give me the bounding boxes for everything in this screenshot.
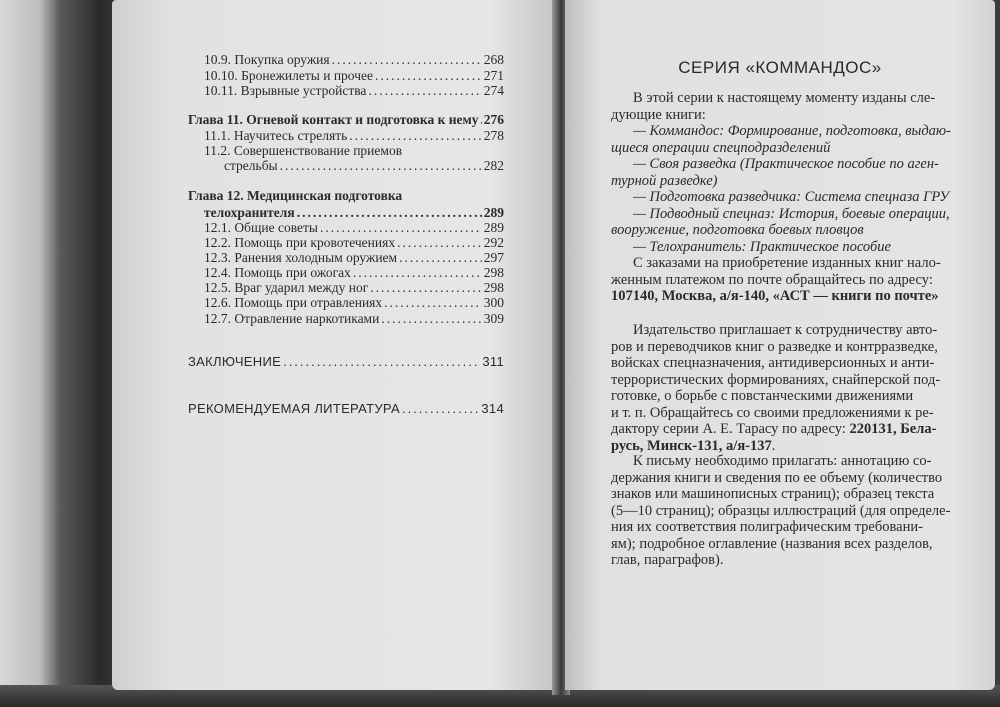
toc-entry — [204, 83, 504, 99]
book-title-line: — Подводный спецназ: История, боевые операции, — [633, 205, 950, 222]
toc-label: 10.9. Покупка оружия — [204, 52, 330, 67]
toc-label: 12.5. Враг ударил между ног — [204, 280, 369, 295]
toc-leader — [397, 235, 482, 251]
book-title-line: — Своя разведка (Практическое пособие по аген- — [633, 156, 939, 172]
toc-page: 309 — [483, 311, 504, 326]
toc-label: 10.10. Бронежилеты и прочее — [204, 68, 373, 83]
invite-line: ров и переводчиков книг о разведке и контрразведке, — [611, 338, 938, 355]
toc-chapter — [188, 112, 504, 128]
invite-line: Издательство приглашает к сотрудничеству авто- — [633, 322, 938, 338]
toc-entry — [204, 52, 504, 68]
attach-line: ям); подробное оглавление (названия всех разделов, — [611, 535, 933, 552]
attach-line: держания книги и сведения по ее объему (количество — [611, 469, 943, 486]
toc-entry — [204, 235, 504, 251]
toc-leader — [384, 295, 482, 311]
book-list-block — [611, 90, 951, 305]
toc-chapter — [188, 188, 504, 204]
attach-line: К письму необходимо прилагать: аннотацию со- — [633, 453, 932, 469]
toc-page: 289 — [483, 220, 504, 235]
toc-label: 12.2. Помощь при кровотечениях — [204, 235, 396, 250]
toc-leader — [297, 205, 482, 221]
toc-label: стрельбы — [224, 158, 278, 173]
toc-entry — [204, 220, 504, 236]
order-line: женным платежом по почте обращайтесь по адресу: — [611, 271, 933, 288]
toc-entry — [204, 280, 504, 296]
invite-line: войсках спецназначения, антидиверсионных и анти- — [611, 355, 935, 371]
toc-page: 300 — [483, 295, 504, 310]
toc-section-conclusion — [188, 354, 504, 369]
toc-leader — [381, 311, 481, 327]
toc-leader — [481, 112, 482, 128]
intro-line: В этой серии к настоящему моменту изданы сле- — [633, 90, 936, 106]
toc-leader — [368, 83, 481, 99]
toc-label: 12.3. Ранения холодным оружием — [204, 250, 398, 265]
toc-leader — [402, 401, 479, 416]
toc-label: 11.1. Научитесь стрелять — [204, 128, 348, 143]
toc-page: 298 — [483, 265, 504, 280]
toc-page: 274 — [483, 83, 504, 98]
book-title-line: — Телохранитель: Практическое пособие — [633, 238, 891, 255]
toc-label: 10.11. Взрывные устройства — [204, 83, 367, 98]
book-title-line: турной разведке) — [611, 172, 718, 189]
toc-leader — [375, 68, 482, 84]
toc-leader — [332, 52, 482, 68]
toc-page: 271 — [483, 68, 504, 83]
submission-requirements-block — [611, 453, 951, 569]
toc-leader — [370, 280, 482, 296]
toc-page: 282 — [483, 158, 504, 173]
toc-page: 311 — [482, 354, 504, 369]
toc-leader — [320, 220, 482, 236]
book-title-line: — Коммандос: Формирование, подготовка, выдаю- — [633, 123, 951, 139]
toc-leader — [283, 354, 480, 369]
toc-entry — [204, 265, 504, 281]
toc-label: 11.2. Совершенствование приемов — [204, 143, 403, 158]
toc-page: 276 — [483, 112, 504, 127]
toc-entry — [204, 68, 504, 84]
toc-chapter — [204, 205, 504, 221]
toc-entry — [204, 311, 504, 327]
intro-line: дующие книги: — [611, 106, 706, 123]
attach-line: глав, параграфов). — [611, 552, 724, 568]
toc-label: Глава 12. Медицинская подготовка — [188, 188, 403, 203]
toc-label: 12.1. Общие советы — [204, 220, 318, 235]
book-title-line: щиеся операции спецподразделений — [611, 139, 831, 156]
toc-label: 12.7. Отравление наркотиками — [204, 311, 380, 326]
toc-leader — [399, 250, 482, 266]
editor-address: русь, Минск-131, а/я-137 — [611, 437, 772, 454]
toc-page: 268 — [483, 52, 504, 67]
toc-label: 12.6. Помощь при отравлениях — [204, 295, 383, 310]
toc-page: 292 — [483, 235, 504, 250]
toc-label: телохранителя — [204, 205, 295, 220]
toc-leader — [280, 158, 482, 174]
toc-entry — [204, 128, 504, 144]
invite-line: и т. п. Обращайтесь со своими предложениями к ре- — [611, 404, 934, 421]
toc-section-bibliography — [188, 401, 504, 416]
toc-label: ЗАКЛЮЧЕНИЕ — [188, 354, 282, 369]
right-page — [565, 0, 995, 690]
attach-line: (5—10 страниц); образцы иллюстраций (для определе- — [611, 502, 951, 519]
invite-line — [611, 421, 941, 438]
book-title-line: — Подготовка разведчика: Система спецназа ГРУ — [633, 189, 949, 205]
invite-line: террористических формированиях, снайперской под- — [611, 371, 941, 388]
book-title-line: вооружение, подготовка боевых пловцов — [611, 222, 864, 238]
toc-page: 298 — [483, 280, 504, 295]
order-line: С заказами на приобретение изданных книг нало- — [633, 255, 941, 271]
toc-page: 278 — [483, 128, 504, 143]
invite-line: готовке, о борьбе с повстанческими движениями — [611, 388, 914, 404]
order-address: 107140, Москва, а/я-140, «АСТ — книги по почте» — [611, 288, 939, 304]
invitation-block — [611, 322, 941, 454]
editor-address: 220131, Бела- — [849, 421, 937, 437]
attach-line: ния их соответствия полиграфическим требовани- — [611, 519, 923, 535]
toc-leader — [353, 265, 482, 281]
toc-leader — [349, 128, 482, 144]
toc-page: 297 — [483, 250, 504, 265]
toc-label: Глава 11. Огневой контакт и подготовка к нему — [188, 112, 479, 127]
toc-entry — [204, 295, 504, 311]
toc-entry — [204, 143, 504, 159]
toc-page: 314 — [481, 401, 504, 416]
invite-line — [611, 438, 941, 455]
toc-label: 12.4. Помощь при ожогах — [204, 265, 351, 280]
toc-label: РЕКОМЕНДУЕМАЯ ЛИТЕРАТУРА — [188, 401, 400, 416]
toc-entry — [204, 250, 504, 266]
attach-line: знаков или машинописных страниц); образец текста — [611, 486, 935, 502]
invite-text: . — [771, 437, 776, 454]
toc-page: 289 — [483, 205, 504, 220]
series-title: СЕРИЯ «КОММАНДОС» — [678, 58, 882, 77]
left-page — [112, 0, 557, 690]
invite-text: дактору серии А. Е. Тарасу по адресу: — [611, 421, 850, 437]
toc-entry — [224, 158, 504, 174]
